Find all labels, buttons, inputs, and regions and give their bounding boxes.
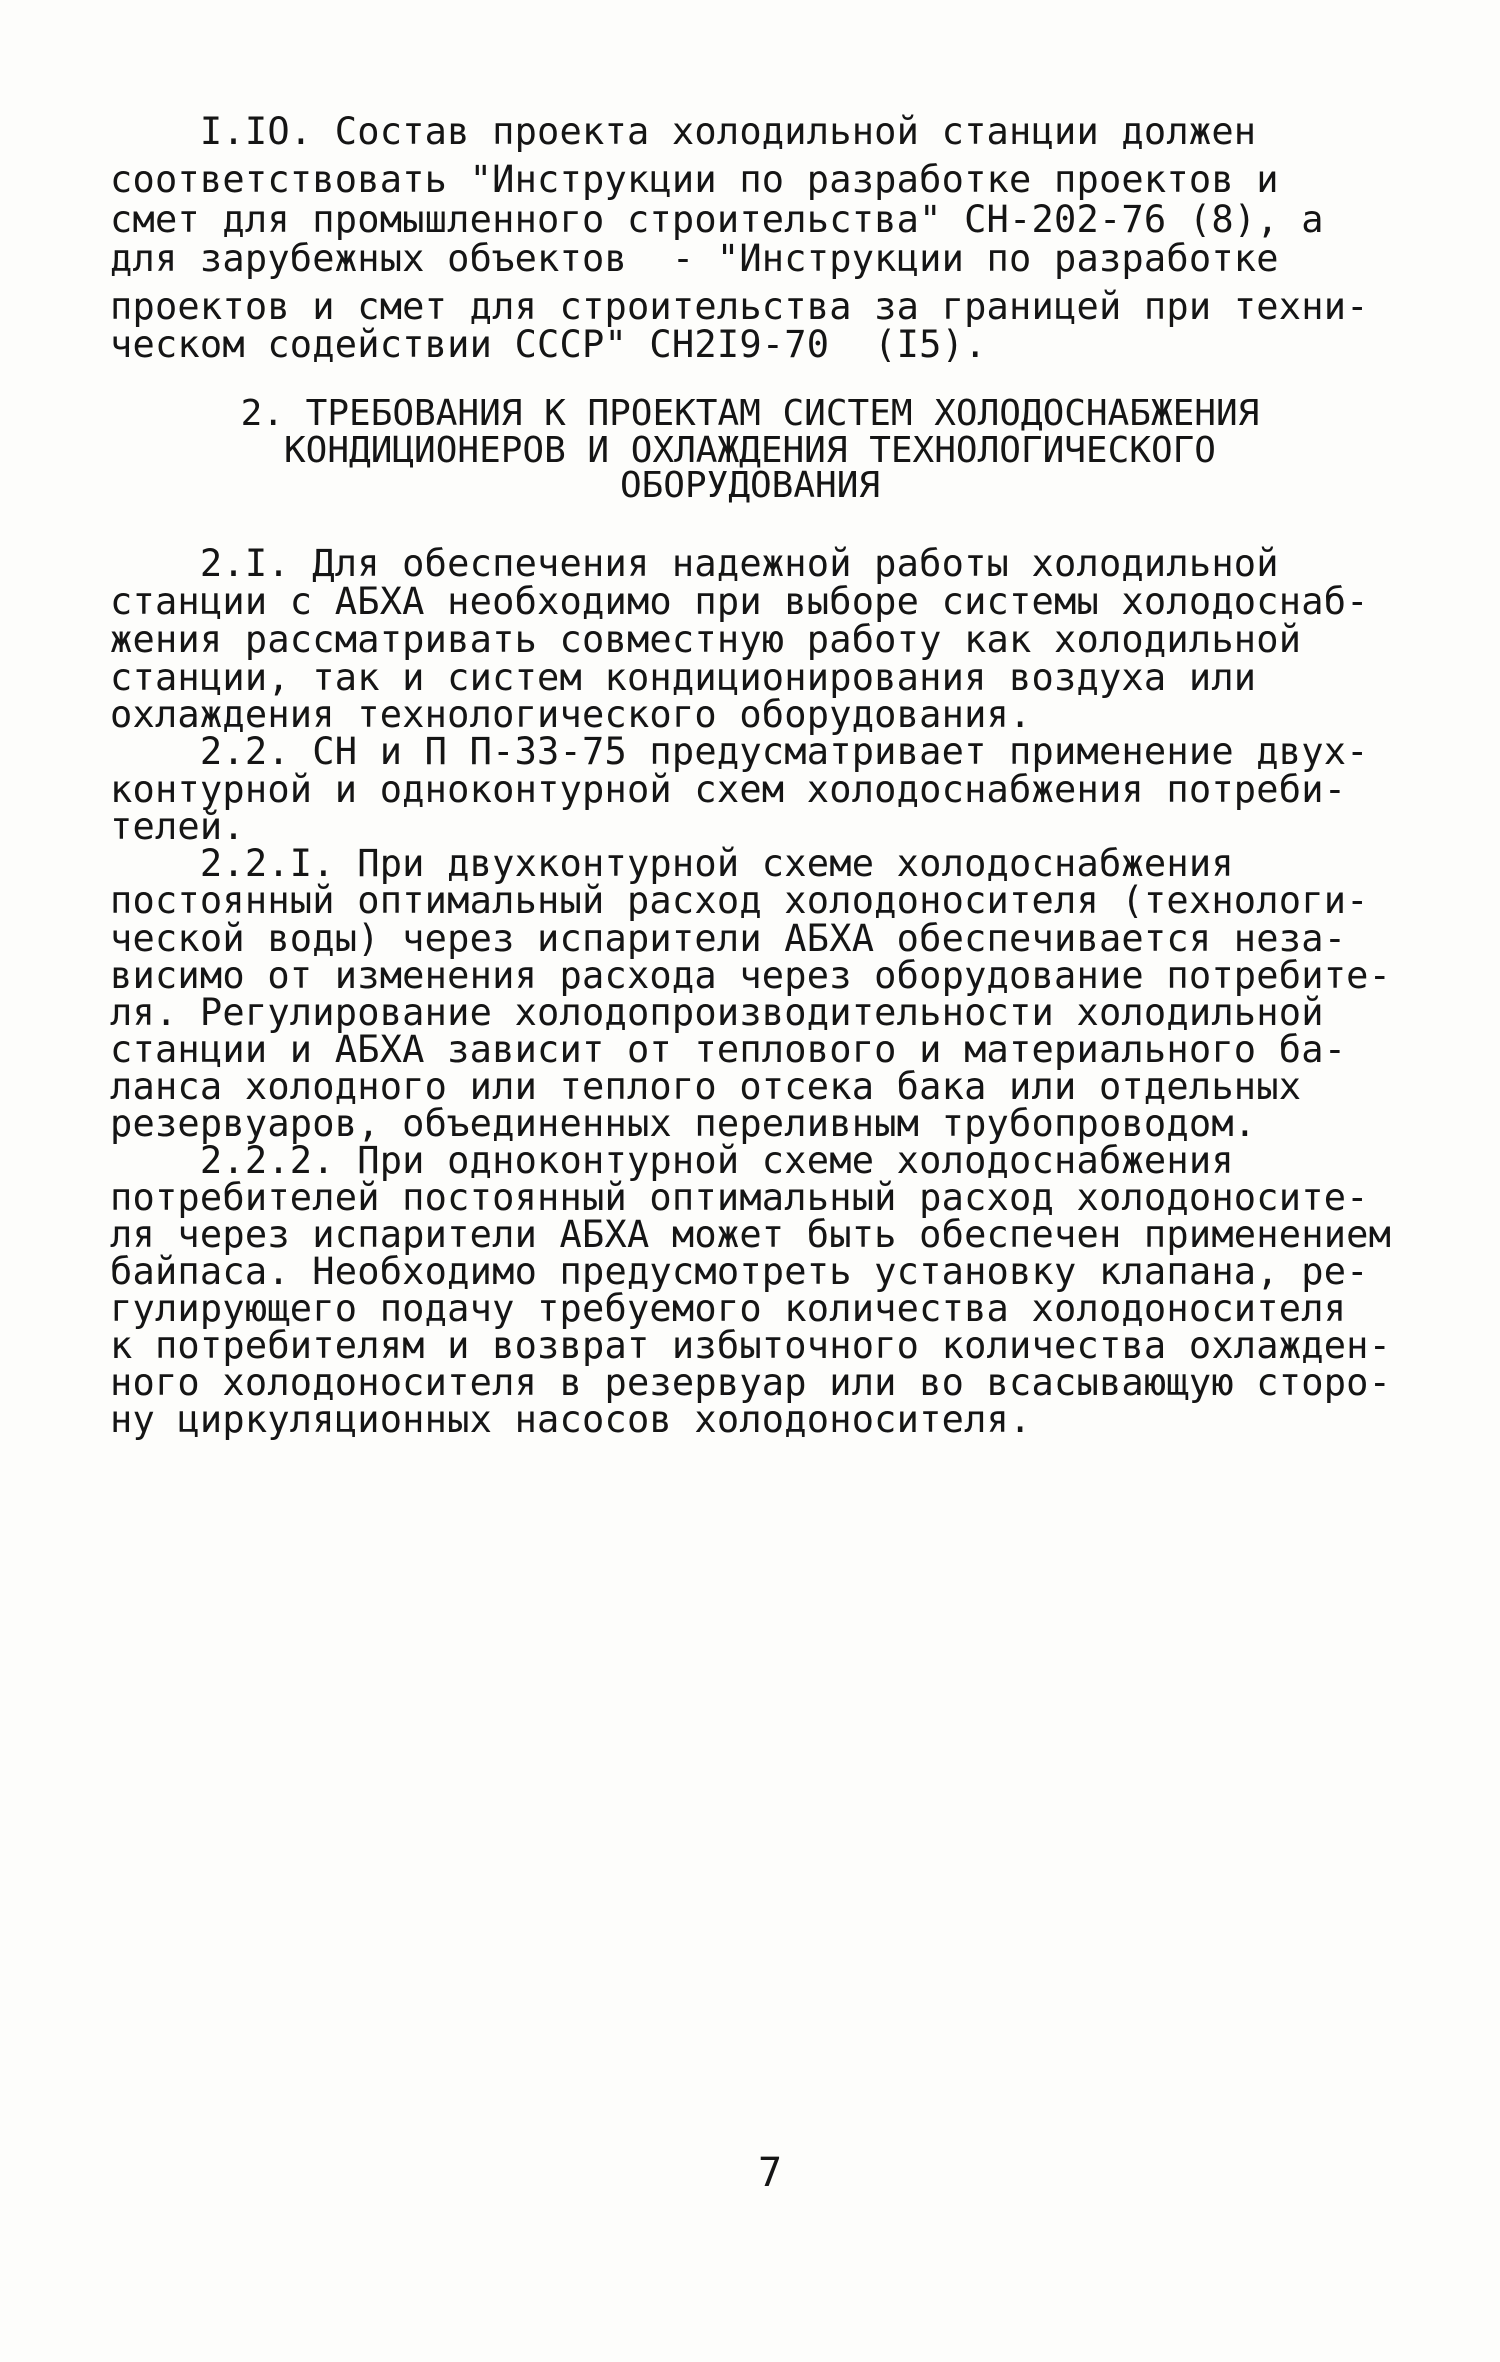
- body-line: гулирующего подачу требуемого количества холодоносителя: [110, 1287, 1347, 1330]
- section-1-10-line-3: смет для промышленного строительства" СН-202-76 (8), а: [110, 198, 1324, 241]
- section-heading-line-2: КОНДИЦИОНЕРОВ И ОХЛАЖДЕНИЯ ТЕХНОЛОГИЧЕСКОГО: [284, 430, 1216, 471]
- body-line: к потребителям и возврат избыточного количества охлажден-: [110, 1324, 1392, 1367]
- body-line: байпаса. Необходимо предусмотреть установку клапана, ре-: [110, 1250, 1369, 1293]
- body-line: ланса холодного или теплого отсека бака или отдельных: [110, 1065, 1302, 1108]
- body-line: 2.2. СН и П П-33-75 предусматривает применение двух-: [110, 730, 1369, 773]
- body-line: станции и АБХА зависит от теплового и материального ба-: [110, 1028, 1347, 1071]
- section-1-10-line-2: соответствовать "Инструкции по разработке проектов и: [110, 158, 1279, 201]
- body-line: ля через испарители АБХА может быть обеспечен применением: [110, 1213, 1392, 1256]
- section-1-10-line-1: I.IO. Состав проекта холодильной станции должен: [110, 110, 1257, 153]
- body-line: висимо от изменения расхода через оборудование потребите-: [110, 954, 1392, 997]
- body-line: ного холодоносителя в резервуар или во всасывающую сторо-: [110, 1361, 1392, 1404]
- body-line: потребителей постоянный оптимальный расход холодоносите-: [110, 1176, 1369, 1219]
- body-line: резервуаров, объединенных переливным трубопроводом.: [110, 1102, 1257, 1145]
- body-line: 2.I. Для обеспечения надежной работы холодильной: [110, 542, 1279, 585]
- body-line: ну циркуляционных насосов холодоносителя.: [110, 1398, 1032, 1441]
- body-line: 2.2.I. При двухконтурной схеме холодоснабжения: [110, 842, 1234, 885]
- body-line: контурной и одноконтурной схем холодоснабжения потреби-: [110, 768, 1347, 811]
- body-line: ческой воды) через испарители АБХА обеспечивается неза-: [110, 917, 1347, 960]
- page-number: 7: [757, 2150, 783, 2196]
- section-1-10-line-4: для зарубежных объектов - "Инструкции по разработке: [110, 237, 1279, 280]
- section-1-10-line-5: проектов и смет для строительства за границей при техни-: [110, 285, 1369, 328]
- body-line: жения рассматривать совместную работу как холодильной: [110, 618, 1302, 661]
- section-1-10-line-6: ческом содействии СССР" СН2I9-70 (I5).: [110, 323, 987, 366]
- body-line: 2.2.2. При одноконтурной схеме холодоснабжения: [110, 1139, 1234, 1182]
- section-heading-line-1: 2. ТРЕБОВАНИЯ К ПРОЕКТАМ СИСТЕМ ХОЛОДОСНАБЖЕНИЯ: [240, 393, 1260, 434]
- body-line: ля. Регулирование холодопроизводительности холодильной: [110, 991, 1324, 1034]
- body-line: станции, так и систем кондиционирования воздуха или: [110, 656, 1257, 699]
- body-line: станции с АБХА необходимо при выборе системы холодоснаб-: [110, 580, 1369, 623]
- body-line: охлаждения технологического оборудования.: [110, 693, 1032, 736]
- body-line: телей.: [110, 805, 245, 848]
- section-heading-line-3: ОБОРУДОВАНИЯ: [619, 465, 881, 506]
- body-line: постоянный оптимальный расход холодоносителя (технологи-: [110, 879, 1369, 922]
